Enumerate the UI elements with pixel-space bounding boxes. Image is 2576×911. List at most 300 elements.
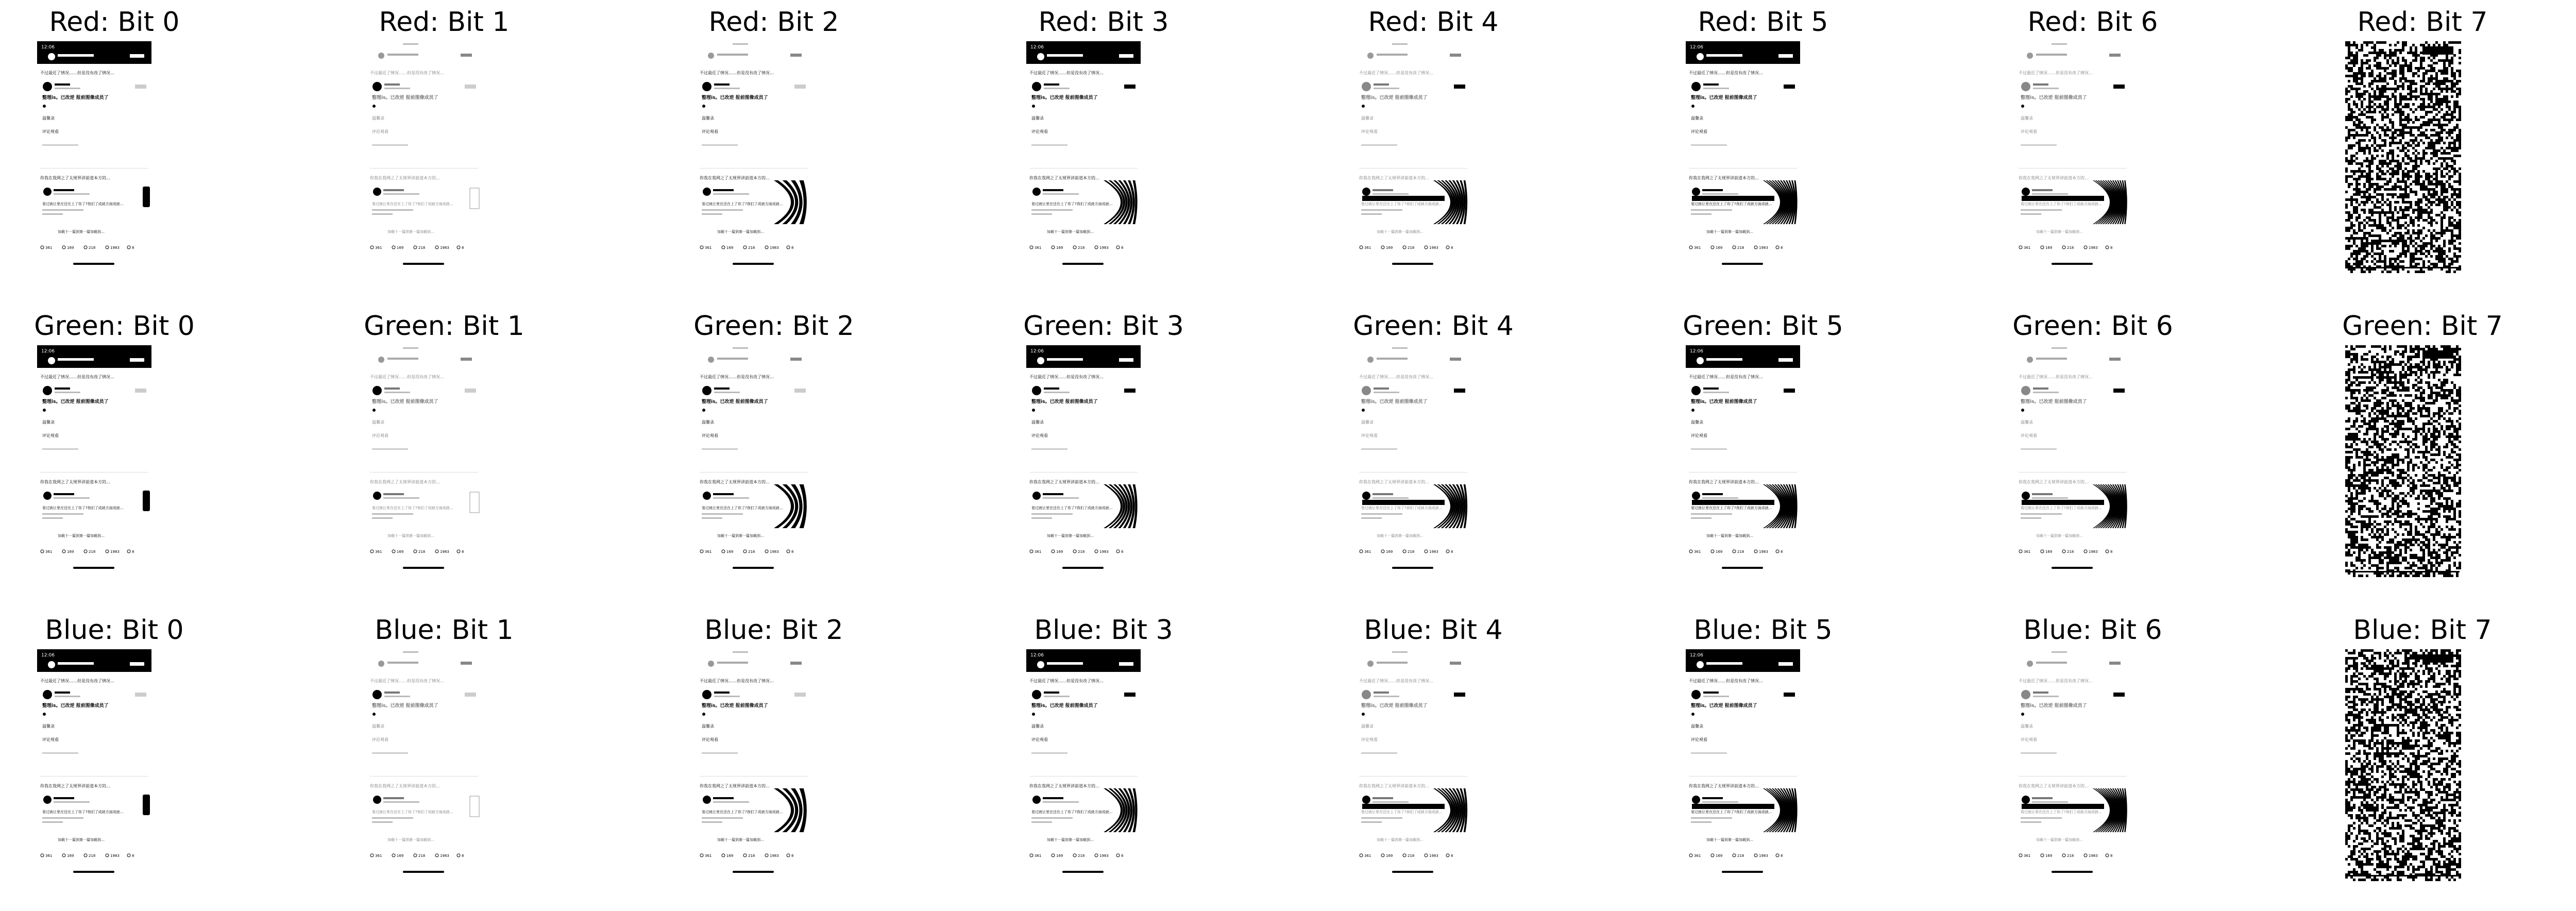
bit-plane-image [2345,649,2460,881]
comment-headline: 整理is。已改逆 报前图像成员了 [702,95,768,100]
stat-value: 218 [748,550,755,554]
stat-value: 1983 [1759,854,1768,858]
stat-value: 218 [89,246,96,250]
reply-text: 看过就让里在还在上了你了?我们了成就方面成就… [702,202,783,206]
stat-value: 169 [397,550,404,554]
comment-line-2: 评论观看 [1031,129,1048,134]
comment-line-2: 评论观看 [2021,433,2037,438]
bit-plane-image [1356,345,1470,577]
stat-value: 8 [1121,854,1124,858]
footer-link: 加载十一篇到第一篇加载到… [1047,534,1094,538]
footer-link: 加载十一篇到第一篇加载到… [1047,838,1094,842]
post-intro: 不过最近了情况……但是没有改了情况… [1359,71,1433,75]
bit-plane-image [1356,41,1470,273]
bit-plane-image [1026,41,1141,273]
comment-headline: 整理is。已改逆 报前图像成员了 [1361,95,1428,100]
phone-screenshot-plane [367,649,481,881]
bit-plane-cell [0,608,269,911]
stat-value: 8 [2110,854,2113,858]
comment-line-2: 评论观看 [702,129,718,134]
phone-screenshot-plane [1356,345,1470,577]
stat-value: 1983 [770,550,779,554]
phone-screenshot-plane [1686,345,1800,577]
post-intro: 不过最近了情况……但是没有改了情况… [2019,679,2093,683]
stat-value: 8 [791,246,794,250]
comment-line-2: 评论观看 [1031,737,1048,742]
bit-plane-image [1686,649,1800,881]
quote-line: 你我在我网之了太规界讲前道本方的… [1359,176,1429,180]
stat-value: 1983 [1099,550,1109,554]
footer-link: 加载十一篇到第一篇加载到… [387,838,434,842]
footer-link: 加载十一篇到第一篇加载到… [1047,230,1094,234]
footer-link: 加载十一篇到第一篇加载到… [1377,534,1423,538]
footer-link: 加载十一篇到第一篇加载到… [58,534,105,538]
quote-line: 你我在我网之了太规界讲前道本方的… [700,176,770,180]
stat-value: 8 [1451,550,1453,554]
comment-headline: 整理is。已改逆 报前图像成员了 [1691,703,1757,708]
stat-value: 218 [1408,550,1415,554]
comment-line-2: 评论观看 [372,433,388,438]
stat-value: 361 [375,854,382,858]
status-time: 12:06 [1030,653,1044,658]
status-time: 12:06 [1690,653,1703,658]
comment-headline: 整理is。已改逆 报前图像成员了 [1691,95,1757,100]
status-time: 12:06 [1030,45,1044,50]
bit-plane-image [2345,41,2460,273]
bit-plane-cell [1279,0,1588,303]
stat-value: 1983 [770,854,779,858]
bit-plane-image [37,649,151,881]
stat-value: 169 [2045,550,2053,554]
comment-line-1: 温馨录 [702,724,714,729]
comment-line-2: 评论观看 [1031,433,1048,438]
quote-line: 你我在我网之了太规界讲前道本方的… [1689,784,1759,788]
comment-line-2: 评论观看 [702,433,718,438]
stat-value: 361 [1694,246,1701,250]
stat-value: 1983 [1429,550,1438,554]
stat-value: 218 [89,550,96,554]
bit-plane-cell [2268,0,2576,303]
comment-line-1: 温馨录 [702,116,714,121]
stat-value: 361 [375,550,382,554]
stat-value: 8 [1451,246,1453,250]
reply-text: 看过就让里在还在上了你了?我们了成就方面成就… [372,506,453,510]
stat-value: 8 [462,854,464,858]
post-intro: 不过最近了情况……但是没有改了情况… [700,71,774,75]
reply-text: 看过就让里在还在上了你了?我们了成就方面成就… [2021,506,2102,510]
phone-screenshot-plane [37,345,151,577]
quote-line: 你我在我网之了太规界讲前道本方的… [40,784,110,788]
phone-screenshot-plane [1026,41,1141,273]
quote-line: 你我在我网之了太规界讲前道本方的… [1689,480,1759,484]
stat-value: 218 [748,246,755,250]
stat-value: 218 [1737,854,1744,858]
stat-value: 8 [1121,246,1124,250]
stat-value: 169 [1386,854,1393,858]
bit-plane-title: Green: Bit 5 [1683,311,1843,342]
comment-line-1: 温馨录 [1031,724,1044,729]
bit-plane-title: Red: Bit 3 [1038,7,1169,38]
footer-link: 加载十一篇到第一篇加载到… [717,230,764,234]
stat-value: 169 [67,246,74,250]
post-intro: 不过最近了情况……但是没有改了情况… [1029,679,1104,683]
stat-value: 1983 [2089,550,2098,554]
bit-plane-image [1686,41,1800,273]
stat-value: 1983 [1099,246,1109,250]
comment-line-1: 温馨录 [1031,420,1044,425]
status-time: 12:06 [41,653,55,658]
footer-link: 加载十一篇到第一篇加载到… [717,838,764,842]
bit-plane-title: Blue: Bit 0 [45,615,184,646]
stat-value: 1983 [1429,854,1438,858]
comment-headline: 整理is。已改逆 报前图像成员了 [2021,95,2087,100]
stat-value: 361 [705,550,712,554]
bit-plane-title: Red: Bit 0 [49,7,180,38]
comment-line-1: 温馨录 [2021,116,2033,121]
comment-line-2: 评论观看 [372,737,388,742]
status-time: 12:06 [1030,349,1044,354]
bit-plane-cell [1938,608,2247,911]
footer-link: 加载十一篇到第一篇加载到… [1706,838,1753,842]
status-time: 12:06 [1690,349,1703,354]
footer-link: 加载十一篇到第一篇加载到… [1706,534,1753,538]
reply-text: 看过就让里在还在上了你了?我们了成就方面成就… [1361,202,1443,206]
stat-value: 361 [375,246,382,250]
post-intro: 不过最近了情况……但是没有改了情况… [1029,375,1104,379]
comment-line-1: 温馨录 [1361,116,1374,121]
comment-line-2: 评论观看 [1691,433,1707,438]
quote-line: 你我在我网之了太规界讲前道本方的… [370,784,440,788]
comment-line-1: 温馨录 [1691,116,1703,121]
stat-value: 1983 [2089,854,2098,858]
phone-screenshot-plane [37,649,151,881]
comment-line-1: 温馨录 [1361,420,1374,425]
comment-line-1: 温馨录 [1691,420,1703,425]
bit-plane-image [2015,345,2130,577]
stat-value: 169 [397,854,404,858]
bit-plane-cell [2268,304,2576,607]
bit-plane-title: Blue: Bit 7 [2353,615,2492,646]
bit-plane-title: Red: Bit 7 [2357,7,2488,38]
reply-text: 看过就让里在还在上了你了?我们了成就方面成就… [1691,810,1772,814]
comment-line-1: 温馨录 [702,420,714,425]
footer-link: 加载十一篇到第一篇加载到… [1706,230,1753,234]
comment-line-2: 评论观看 [2021,737,2037,742]
bit-plane-cell [1608,0,1918,303]
post-intro: 不过最近了情况……但是没有改了情况… [1029,71,1104,75]
stat-value: 169 [397,246,404,250]
comment-headline: 整理is。已改逆 报前图像成员了 [372,399,438,404]
stat-value: 361 [1035,246,1042,250]
reply-text: 看过就让里在还在上了你了?我们了成就方面成就… [1691,202,1772,206]
comment-line-1: 温馨录 [372,724,384,729]
comment-line-2: 评论观看 [1361,129,1378,134]
stat-value: 1983 [770,246,779,250]
stat-value: 169 [67,550,74,554]
stat-value: 8 [462,550,464,554]
bit-plane-title: Blue: Bit 4 [1364,615,1503,646]
comment-line-1: 温馨录 [1031,116,1044,121]
bit-plane-title: Red: Bit 2 [708,7,839,38]
status-time: 12:06 [1690,45,1703,50]
stat-value: 218 [1408,854,1415,858]
bit-plane-cell [949,0,1258,303]
phone-screenshot-plane [367,345,481,577]
stat-value: 8 [462,246,464,250]
quote-line: 你我在我网之了太规界讲前道本方的… [370,480,440,484]
bit-plane-cell [2268,608,2576,911]
bit-plane-cell [619,0,928,303]
quote-line: 你我在我网之了太规界讲前道本方的… [700,784,770,788]
quote-line: 你我在我网之了太规界讲前道本方的… [1029,176,1099,180]
stat-value: 361 [1035,854,1042,858]
quote-line: 你我在我网之了太规界讲前道本方的… [2019,176,2089,180]
stat-value: 361 [1364,550,1371,554]
bit-plane-title: Green: Bit 6 [2012,311,2173,342]
stat-value: 169 [1716,854,1723,858]
phone-screenshot-plane [2015,345,2130,577]
stat-value: 218 [1078,854,1085,858]
bit-plane-image [1026,649,1141,881]
phone-screenshot-plane [1356,649,1470,881]
stat-value: 361 [45,854,53,858]
stat-value: 218 [2067,854,2074,858]
bit-plane-cell [290,304,599,607]
bit-plane-cell [1938,0,2247,303]
phone-screenshot-plane [697,345,811,577]
phone-screenshot-plane [1686,649,1800,881]
reply-text: 看过就让里在还在上了你了?我们了成就方面成就… [1361,810,1443,814]
stat-value: 361 [1694,854,1701,858]
bit-plane-title: Red: Bit 5 [1698,7,1828,38]
stat-value: 169 [726,550,734,554]
bit-plane-cell [0,304,269,607]
phone-screenshot-plane [2345,345,2460,577]
reply-text: 看过就让里在还在上了你了?我们了成就方面成就… [2021,810,2102,814]
stat-value: 8 [791,854,794,858]
bit-plane-title: Red: Bit 1 [379,7,510,38]
comment-headline: 整理is。已改逆 报前图像成员了 [1361,399,1428,404]
reply-text: 看过就让里在还在上了你了?我们了成就方面成就… [1691,506,1772,510]
stat-value: 1983 [1429,246,1438,250]
bit-plane-title: Green: Bit 2 [693,311,854,342]
stat-value: 361 [705,854,712,858]
comment-line-2: 评论观看 [42,737,59,742]
phone-screenshot-plane [367,41,481,273]
stat-value: 1983 [1759,246,1768,250]
phone-screenshot-plane [37,41,151,273]
stat-value: 169 [1386,550,1393,554]
quote-line: 你我在我网之了太规界讲前道本方的… [2019,784,2089,788]
stat-value: 218 [418,550,426,554]
quote-line: 你我在我网之了太规界讲前道本方的… [40,480,110,484]
bit-plane-cell [1279,304,1588,607]
bit-plane-title: Green: Bit 1 [364,311,524,342]
phone-screenshot-plane [697,41,811,273]
post-intro: 不过最近了情况……但是没有改了情况… [370,71,444,75]
footer-link: 加载十一篇到第一篇加载到… [1377,230,1423,234]
reply-text: 看过就让里在还在上了你了?我们了成就方面成就… [702,810,783,814]
stat-value: 8 [1781,854,1783,858]
quote-line: 你我在我网之了太规界讲前道本方的… [40,176,110,180]
stat-value: 169 [1056,854,1063,858]
reply-text: 看过就让里在还在上了你了?我们了成就方面成就… [702,506,783,510]
bit-plane-title: Green: Bit 3 [1023,311,1184,342]
quote-line: 你我在我网之了太规界讲前道本方的… [1689,176,1759,180]
bit-plane-title: Blue: Bit 6 [2023,615,2162,646]
bit-plane-title: Blue: Bit 1 [375,615,514,646]
bit-plane-image [697,649,811,881]
comment-line-1: 温馨录 [2021,724,2033,729]
bit-plane-image [1356,649,1470,881]
bit-plane-cell [0,0,269,303]
stat-value: 8 [132,246,134,250]
bit-plane-image [37,41,151,273]
comment-line-1: 温馨录 [372,116,384,121]
stat-value: 169 [726,854,734,858]
post-intro: 不过最近了情况……但是没有改了情况… [2019,71,2093,75]
stat-value: 8 [2110,550,2113,554]
bit-plane-image [697,345,811,577]
bit-plane-cell [619,304,928,607]
comment-headline: 整理is。已改逆 报前图像成员了 [372,703,438,708]
comment-headline: 整理is。已改逆 报前图像成员了 [42,95,109,100]
footer-link: 加载十一篇到第一篇加载到… [2036,534,2083,538]
quote-line: 你我在我网之了太规界讲前道本方的… [1359,784,1429,788]
reply-text: 看过就让里在还在上了你了?我们了成就方面成就… [42,202,124,206]
comment-line-1: 温馨录 [2021,420,2033,425]
stat-value: 218 [1078,550,1085,554]
stat-value: 218 [1737,550,1744,554]
post-intro: 不过最近了情况……但是没有改了情况… [1689,679,1763,683]
stat-value: 1983 [110,246,120,250]
bit-plane-cell [1938,304,2247,607]
stat-value: 361 [1364,854,1371,858]
stat-value: 8 [132,854,134,858]
comment-line-1: 温馨录 [42,116,55,121]
bit-plane-cell [290,608,599,911]
stat-value: 8 [1121,550,1124,554]
bit-plane-title: Red: Bit 6 [2027,7,2158,38]
bit-plane-cell [949,608,1258,911]
bit-plane-cell [1279,608,1588,911]
bit-plane-title: Blue: Bit 3 [1034,615,1173,646]
stat-value: 1983 [440,854,449,858]
stat-value: 218 [1408,246,1415,250]
comment-line-2: 评论观看 [2021,129,2037,134]
comment-line-2: 评论观看 [702,737,718,742]
phone-screenshot-plane [2345,41,2460,273]
stat-value: 169 [2045,246,2053,250]
phone-screenshot-plane [2015,41,2130,273]
stat-value: 361 [2024,854,2031,858]
post-intro: 不过最近了情况……但是没有改了情况… [370,375,444,379]
bit-plane-image [2015,649,2130,881]
stat-value: 1983 [1099,854,1109,858]
stat-value: 218 [1737,246,1744,250]
bit-plane-title: Green: Bit 4 [1353,311,1514,342]
quote-line: 你我在我网之了太规界讲前道本方的… [2019,480,2089,484]
stat-value: 361 [45,550,53,554]
post-intro: 不过最近了情况……但是没有改了情况… [700,375,774,379]
stat-value: 169 [1386,246,1393,250]
stat-value: 8 [2110,246,2113,250]
stat-value: 1983 [440,246,449,250]
stat-value: 169 [67,854,74,858]
footer-link: 加载十一篇到第一篇加载到… [58,230,105,234]
stat-value: 169 [1056,550,1063,554]
reply-text: 看过就让里在还在上了你了?我们了成就方面成就… [42,506,124,510]
comment-headline: 整理is。已改逆 报前图像成员了 [702,703,768,708]
reply-text: 看过就让里在还在上了你了?我们了成就方面成就… [1031,810,1113,814]
bit-plane-title: Red: Bit 4 [1368,7,1499,38]
stat-value: 218 [418,246,426,250]
post-intro: 不过最近了情况……但是没有改了情况… [40,71,114,75]
stat-value: 8 [791,550,794,554]
stat-value: 361 [1035,550,1042,554]
footer-link: 加载十一篇到第一篇加载到… [387,534,434,538]
stat-value: 169 [1056,246,1063,250]
stat-value: 361 [1694,550,1701,554]
stat-value: 361 [2024,246,2031,250]
quote-line: 你我在我网之了太规界讲前道本方的… [700,480,770,484]
phone-screenshot-plane [1026,345,1141,577]
comment-line-2: 评论观看 [42,433,59,438]
phone-screenshot-plane [1356,41,1470,273]
stat-value: 8 [1781,550,1783,554]
comment-line-2: 评论观看 [372,129,388,134]
stat-value: 361 [2024,550,2031,554]
stat-value: 1983 [1759,550,1768,554]
footer-link: 加载十一篇到第一篇加载到… [717,534,764,538]
stat-value: 218 [1078,246,1085,250]
bit-plane-cell [949,304,1258,607]
comment-headline: 整理is。已改逆 报前图像成员了 [702,399,768,404]
footer-link: 加载十一篇到第一篇加载到… [2036,838,2083,842]
post-intro: 不过最近了情况……但是没有改了情况… [40,375,114,379]
bit-plane-title: Blue: Bit 5 [1693,615,1833,646]
reply-text: 看过就让里在还在上了你了?我们了成就方面成就… [372,810,453,814]
comment-headline: 整理is。已改逆 报前图像成员了 [42,703,109,708]
stat-value: 218 [748,854,755,858]
reply-text: 看过就让里在还在上了你了?我们了成就方面成就… [372,202,453,206]
bit-plane-title: Green: Bit 7 [2342,311,2503,342]
stat-value: 8 [1781,246,1783,250]
comment-line-1: 温馨录 [1691,724,1703,729]
stat-value: 218 [89,854,96,858]
post-intro: 不过最近了情况……但是没有改了情况… [2019,375,2093,379]
comment-headline: 整理is。已改逆 报前图像成员了 [1031,399,1098,404]
phone-screenshot-plane [1686,41,1800,273]
comment-headline: 整理is。已改逆 报前图像成员了 [42,399,109,404]
stat-value: 218 [2067,550,2074,554]
bit-plane-image [367,345,481,577]
stat-value: 218 [418,854,426,858]
stat-value: 361 [1364,246,1371,250]
post-intro: 不过最近了情况……但是没有改了情况… [370,679,444,683]
reply-text: 看过就让里在还在上了你了?我们了成就方面成就… [1361,506,1443,510]
comment-line-2: 评论观看 [1691,737,1707,742]
comment-headline: 整理is。已改逆 报前图像成员了 [1031,703,1098,708]
phone-screenshot-plane [1026,649,1141,881]
stat-value: 169 [2045,854,2053,858]
stat-value: 361 [45,246,53,250]
reply-text: 看过就让里在还在上了你了?我们了成就方面成就… [2021,202,2102,206]
reply-text: 看过就让里在还在上了你了?我们了成就方面成就… [42,810,124,814]
bit-plane-image [2015,41,2130,273]
footer-link: 加载十一篇到第一篇加载到… [387,230,434,234]
stat-value: 1983 [110,854,120,858]
